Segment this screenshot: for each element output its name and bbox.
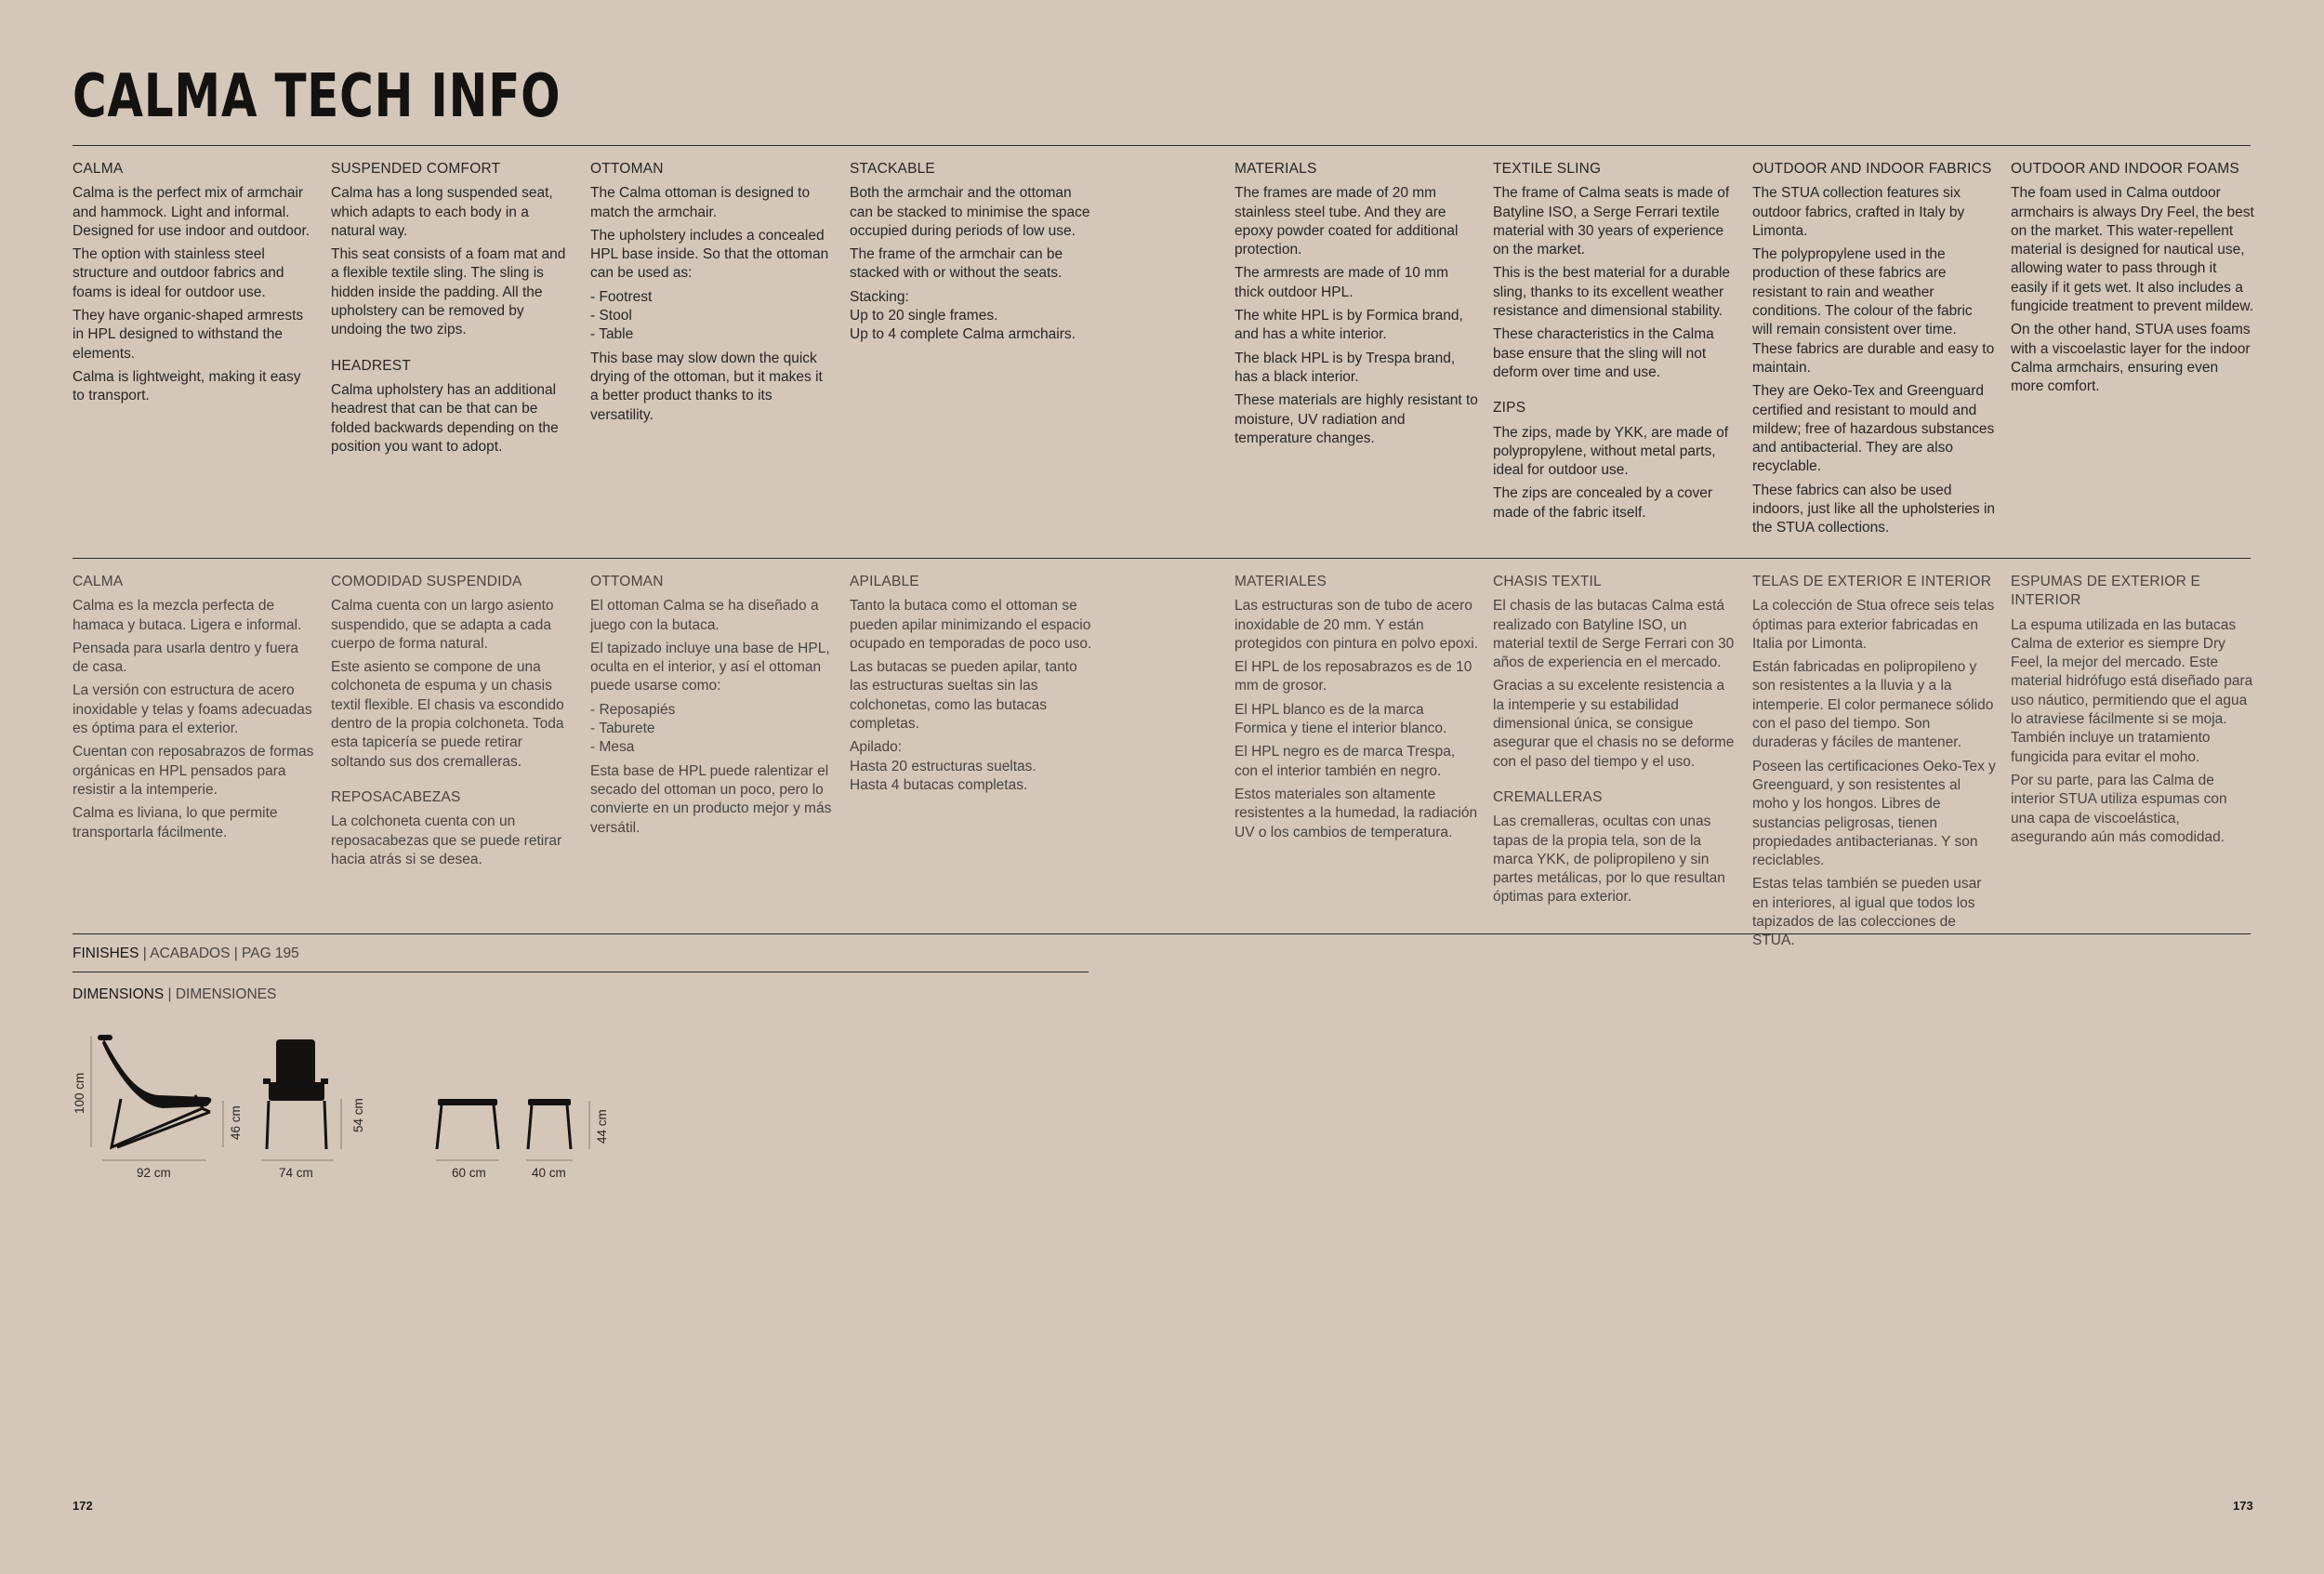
ottoman-small-width-label: 40 cm — [532, 1166, 566, 1180]
paragraph: Esta base de HPL puede ralentizar el secado del ottoman un poco, pero lo convierte en un producto mejor y más versátil. — [590, 762, 832, 836]
section-heading: TEXTILE SLING — [1493, 161, 1602, 177]
paragraph: Las butacas se pueden apilar, tanto las estructuras sueltas sin las colchonetas, como las butacas completas. — [850, 659, 1077, 733]
en-column — [850, 160, 1093, 350]
paragraph: The frame of the armchair can be stacked with or without the seats. — [850, 246, 1063, 282]
section-heading: OUTDOOR AND INDOOR FABRICS — [1752, 161, 1992, 177]
paragraph: La colección de Stua ofrece seis telas óptimas para exterior fabricadas en Italia por Limonta. — [1752, 598, 1995, 652]
section-heading: STACKABLE — [850, 161, 935, 177]
paragraph: Estas telas también se pueden usar en interiores, al igual que todos los tapizados de las colecciones de STUA. — [1752, 876, 1982, 949]
paragraph: Gracias a su excelente resistencia a la intemperie y su estabilidad dimensional única, se consigue asegurar que el chasis no se deforme con el paso del tiempo y el uso. — [1493, 678, 1735, 770]
paragraph: These materials are highly resistant to moisture, UV radiation and temperature changes. — [1235, 392, 1478, 446]
es-column — [590, 573, 834, 842]
ottoman-small-height-label: 44 cm — [595, 1109, 609, 1144]
section-heading: MATERIALS — [1235, 161, 1317, 177]
paragraph: - Footrest - Stool - Table — [590, 288, 653, 343]
paragraph: - Reposapiés - Taburete - Mesa — [590, 701, 676, 756]
armchair-front-width-label: 74 cm — [279, 1166, 313, 1180]
paragraph: Las estructuras son de tubo de acero inoxidable de 20 mm. Y están protegidos con pintura en polvo epoxi. — [1235, 598, 1478, 652]
finishes-reference — [73, 945, 299, 963]
paragraph: Calma es la mezcla perfecta de hamaca y butaca. Ligera e informal. — [73, 598, 302, 633]
paragraph: These characteristics in the Calma base ensure that the sling will not deform over time and use. — [1493, 326, 1714, 380]
paragraph: Apilado: Hasta 20 estructuras sueltas. Hasta 4 butacas completas. — [850, 739, 1037, 793]
paragraph: El HPL negro es de marca Trespa, con el interior también en negro. — [1235, 744, 1456, 779]
section-heading: ZIPS — [1493, 400, 1526, 417]
dimensions-detail: | DIMENSIONES — [164, 986, 277, 1002]
finishes-rule — [73, 933, 2251, 934]
paragraph: The foam used in Calma outdoor armchairs is always Dry Feel, the best on the market. This water-repellent material is designed for nautical use, allowing water to pass through it easily if it gets wet. It also includes a fungicide treatment to prevent mildew. — [2011, 185, 2254, 315]
es-column — [73, 573, 316, 847]
paragraph: The polypropylene used in the production of these fabrics are resistant to rain and weather conditions. The colour of the fabric will remain consistent over time. These fabrics are durable and easy to maintain. — [1752, 246, 1995, 376]
es-column — [1493, 573, 1736, 912]
page-number-right: 173 — [2233, 1499, 2253, 1513]
section-heading: OTTOMAN — [590, 161, 664, 177]
en-column — [1235, 160, 1478, 453]
paragraph: The Calma ottoman is designed to match the armchair. — [590, 185, 811, 220]
paragraph: This base may slow down the quick drying of the ottoman, but it makes it a better product thanks to its versatility. — [590, 350, 823, 423]
paragraph: The STUA collection features six outdoor fabrics, crafted in Italy by Limonta. — [1752, 185, 1965, 239]
section-heading: HEADREST — [331, 357, 412, 374]
paragraph: The black HPL is by Trespa brand, has a black interior. — [1235, 350, 1456, 385]
armchair-height-label: 100 cm — [73, 1072, 86, 1114]
section-heading: ESPUMAS DE EXTERIOR E INTERIOR — [2011, 574, 2201, 609]
paragraph: The option with stainless steel structure and outdoor fabrics and foams is ideal for outdoor use. — [73, 246, 284, 300]
paragraph: The frame of Calma seats is made of Batyline ISO, a Serge Ferrari textile material with 30 years of experience on the market. — [1493, 185, 1730, 258]
paragraph: On the other hand, STUA uses foams with a viscoelastic layer for the indoor Calma armchairs, ensuring even more comfort. — [2011, 322, 2251, 395]
page-number-left: 172 — [73, 1499, 93, 1513]
section-heading: OTTOMAN — [590, 574, 664, 589]
es-column — [1752, 573, 1996, 956]
ottoman-large-width-label: 60 cm — [452, 1166, 486, 1180]
paragraph: Stacking: Up to 20 single frames. Up to 4 complete Calma armchairs. — [850, 288, 1076, 343]
section-heading: CREMALLERAS — [1493, 788, 1603, 805]
paragraph: The white HPL is by Formica brand, and has a white interior. — [1235, 308, 1463, 343]
en-column — [590, 160, 834, 430]
paragraph: El tapizado incluye una base de HPL, oculta en el interior, y así el ottoman puede usarse como: — [590, 640, 830, 694]
paragraph: These fabrics can also be used indoors, just like all the upholsteries in the STUA collections. — [1752, 482, 1996, 536]
paragraph: Tanto la butaca como el ottoman se pueden apilar minimizando el espacio ocupado en temporadas de poco uso. — [850, 598, 1092, 652]
paragraph: El HPL de los reposabrazos es de 10 mm de grosor. — [1235, 659, 1472, 694]
finishes-label: FINISHES — [73, 946, 139, 961]
paragraph: El HPL blanco es de la marca Formica y tiene el interior blanco. — [1235, 701, 1447, 737]
es-column — [850, 573, 1093, 800]
paragraph: They are Oeko-Tex and Greenguard certified and resistant to mould and mildew; free of hazardous substances and antibacterial. They are also recyclable. — [1752, 383, 1995, 475]
section-heading: CALMA — [73, 574, 124, 589]
en-column — [1493, 160, 1736, 527]
paragraph: El chasis de las butacas Calma está realizado con Batyline ISO, un material textil de Serge Ferrari con 30 años de experiencia en el mercado. — [1493, 598, 1735, 671]
paragraph: Poseen las certificaciones Oeko-Tex y Greenguard, y son resistentes al moho y los hongos. Libres de sustancias peligrosas, tienen propiedades antibacterianas. Y son reciclables. — [1752, 758, 1996, 869]
paragraph: Este asiento se compone de una colchoneta de espuma y un chasis textil flexible. El chasis va escondido dentro de la propia colchoneta. Toda esta tapicería se puede retirar soltando sus dos cremalleras. — [331, 659, 564, 770]
dimensions-label: DIMENSIONS — [73, 986, 165, 1002]
paragraph: The zips, made by YKK, are made of polypropylene, without metal parts, ideal for outdoor use. — [1493, 424, 1729, 479]
paragraph: Las cremalleras, ocultas con unas tapas de la propia tela, son de la marca YKK, de polipropileno y sin partes metálicas, por lo que resultan óptimas para exterior. — [1493, 813, 1725, 906]
section-heading: CALMA — [73, 161, 124, 177]
section-heading: SUSPENDED COMFORT — [331, 161, 501, 177]
paragraph: Calma has a long suspended seat, which adapts to each body in a natural way. — [331, 185, 553, 239]
ottoman-large-drawing — [432, 1097, 507, 1162]
paragraph: They have organic-shaped armrests in HPL designed to withstand the elements. — [73, 308, 304, 362]
armchair-front-drawing — [256, 1034, 358, 1164]
armchair-side-drawing — [84, 1032, 232, 1171]
paragraph: Cuentan con reposabrazos de formas orgánicas en HPL pensados para resistir a la intemperie. — [73, 744, 314, 798]
paragraph: The frames are made of 20 mm stainless steel tube. And they are epoxy powder coated for additional protection. — [1235, 185, 1459, 258]
paragraph: Pensada para usarla dentro y fuera de casa. — [73, 640, 298, 676]
armchair-seat-height-label: 46 cm — [229, 1105, 243, 1140]
title-rule — [73, 145, 2251, 146]
en-column — [331, 160, 574, 461]
finishes-detail: | ACABADOS | PAG 195 — [139, 946, 299, 961]
armchair-front-height-label: 54 cm — [351, 1098, 365, 1132]
section-heading: REPOSACABEZAS — [331, 788, 461, 805]
section-heading: COMODIDAD SUSPENDIDA — [331, 574, 522, 589]
armchair-width-label: 92 cm — [137, 1166, 171, 1180]
paragraph: Both the armchair and the ottoman can be stacked to minimise the space occupied during periods of low use. — [850, 185, 1090, 239]
section-heading: TELAS DE EXTERIOR E INTERIOR — [1752, 574, 1992, 589]
page-title: CALMA TECH INFO — [73, 62, 561, 131]
section-heading: OUTDOOR AND INDOOR FOAMS — [2011, 161, 2239, 177]
paragraph: Calma is lightweight, making it easy to transport. — [73, 368, 301, 404]
dimensions-heading — [73, 985, 276, 1004]
paragraph: Por su parte, para las Calma de interior STUA utiliza espumas con una capa de viscoelástica, asegurando aún más comodidad. — [2011, 772, 2227, 845]
es-column — [331, 573, 574, 874]
es-column — [1235, 573, 1478, 847]
paragraph: The armrests are made of 10 mm thick outdoor HPL. — [1235, 265, 1448, 300]
en-column — [73, 160, 316, 411]
paragraph: The upholstery includes a concealed HPL base inside. So that the ottoman can be used as: — [590, 227, 829, 282]
paragraph: La espuma utilizada en las butacas Calma de exterior es siempre Dry Feel, la mejor del mercado. Este material hidrófugo está diseñado para uso náutico, permitiendo que el agua lo atraviese fácilmente si se moja. También incluye un tratamiento fungicida para evitar el moho. — [2011, 616, 2253, 765]
section-heading: APILABLE — [850, 574, 919, 589]
en-column — [1752, 160, 1996, 543]
en-column — [2011, 160, 2254, 402]
paragraph: La versión con estructura de acero inoxidable y telas y foams adecuadas es óptima para el exterior. — [73, 682, 312, 737]
paragraph: The zips are concealed by a cover made of the fabric itself. — [1493, 485, 1713, 521]
paragraph: Calma es liviana, lo que permite transportarla fácilmente. — [73, 805, 278, 840]
paragraph: Calma upholstery has an additional headrest that can be that can be folded backwards depending on the position you want to adopt. — [331, 381, 559, 455]
es-column — [2011, 573, 2254, 852]
paragraph: Calma cuenta con un largo asiento suspendido, que se adapta a cada cuerpo de forma natural. — [331, 598, 554, 652]
section-divider — [73, 558, 2251, 559]
paragraph: This seat consists of a foam mat and a flexible textile sling. The sling is hidden inside the padding. All the upholstery can be removed by undoing the two zips. — [331, 246, 566, 338]
paragraph: La colchoneta cuenta con un reposacabezas que se puede retirar hacia atrás si se desea. — [331, 813, 562, 867]
paragraph: Calma is the perfect mix of armchair and hammock. Light and informal. Designed for use indoor and outdoor. — [73, 185, 310, 239]
paragraph: This is the best material for a durable sling, thanks to its excellent weather resistance and dimensional stability. — [1493, 265, 1731, 320]
paragraph: Estos materiales son altamente resistentes a la humedad, la radiación UV o los cambios de temperatura. — [1235, 786, 1478, 840]
paragraph: El ottoman Calma se ha diseñado a juego con la butaca. — [590, 598, 819, 633]
section-heading: CHASIS TEXTIL — [1493, 574, 1602, 589]
section-heading: MATERIALES — [1235, 574, 1327, 589]
paragraph: Están fabricadas en polipropileno y son resistentes a la lluvia y a la intemperie. El color permanece sólido con el paso del tiempo. Son duraderas y fáciles de mantener. — [1752, 659, 1994, 751]
